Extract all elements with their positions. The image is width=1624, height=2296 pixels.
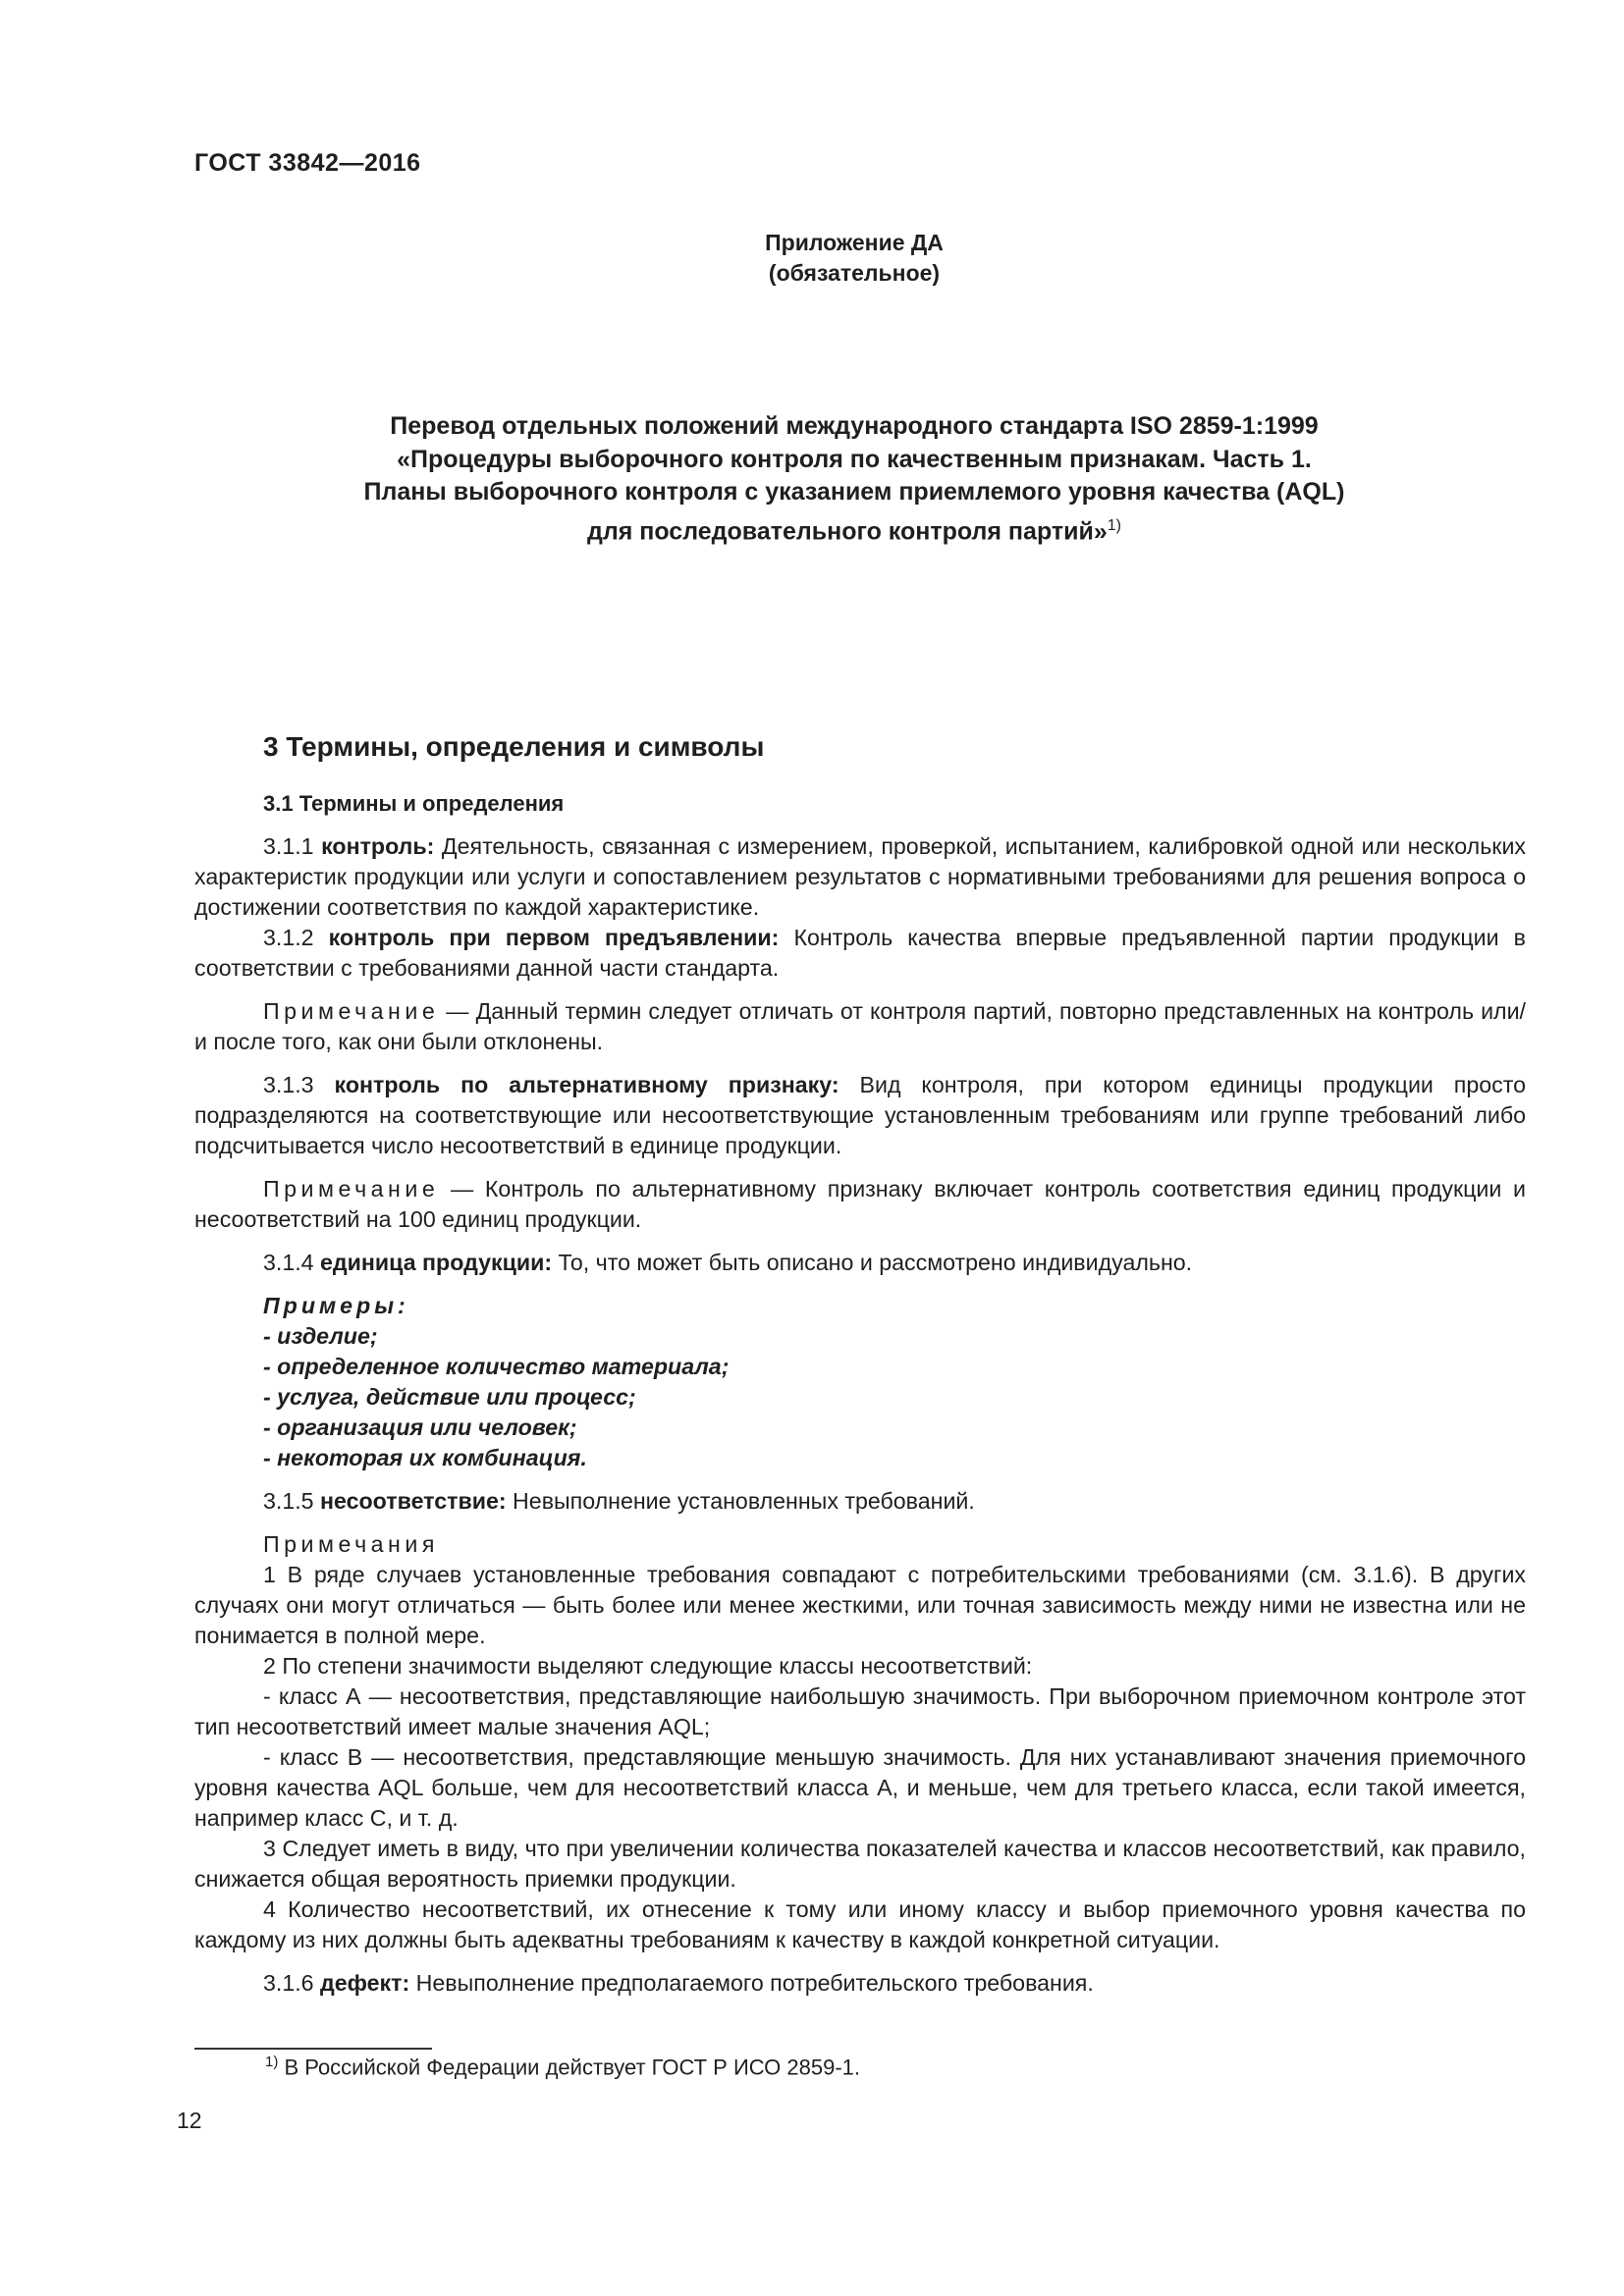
note-3-1-2 [194,996,1526,1057]
term-3-1-1 [194,831,1526,923]
term-3-1-3 [194,1070,1526,1161]
title-line: Планы выборочного контроля с указанием приемлемого уровня качества (AQL) [363,478,1345,506]
note-4: 4 Количество несоответствий, их отнесение к тому или иному классу и выбор приемочного уровня качества по каждому из них должны быть адекватны требованиям к качеству в каждой конкретной ситуации. [194,1896,1526,1952]
list-item: - услуга, действие или процесс; [263,1384,636,1410]
note-2: 2 По степени значимости выделяют следующие классы несоответствий: [263,1653,1033,1679]
term-name: контроль: [321,833,435,859]
term-3-1-5 [194,1486,1526,1517]
term-number: 3.1.2 [263,925,314,950]
term-3-1-6 [194,1968,1526,1999]
note-text: — Данный термин следует отличать от контроля партий, повторно представленных на контроль или/и после того, как они были отклонены. [194,998,1526,1054]
note-text: — Контроль по альтернативному признаку включает контроль соответствия единиц продукции и несоответствий на 100 единиц продукции. [194,1176,1526,1232]
examples-list [194,1291,1526,1473]
list-item: - определенное количество материала; [263,1354,730,1379]
term-definition: Деятельность, связанная с измерением, проверкой, испытанием, калибровкой одной или нескольких характеристик продукции или услуги и сопоставлением результатов с нормативными требованиями для решения вопроса о достижении соответствия по каждой характеристике. [194,833,1526,920]
term-number: 3.1.1 [263,833,314,859]
note-3: 3 Следует иметь в виду, что при увеличении количества показателей качества и классов несоответствий, как правило, снижается общая вероятность приемки продукции. [194,1836,1526,1892]
title-line: Перевод отдельных положений международного стандарта ISO 2859-1:1999 [390,412,1319,440]
note-label: Примечания [263,1531,439,1557]
title-line-text: для последовательного контроля партий» [586,516,1108,545]
title-line: «Процедуры выборочного контроля по качественным признакам. Часть 1. [397,445,1312,473]
term-name: несоответствие: [320,1488,507,1514]
note-3-1-3 [194,1174,1526,1235]
footnote-divider [194,2048,432,2050]
list-item: - изделие; [263,1323,378,1349]
term-3-1-2 [194,923,1526,984]
notes-label [194,1529,1526,1560]
term-name: единица продукции: [320,1250,553,1275]
document-title [245,410,1463,548]
term-definition: Контроль качества впервые предъявленной партии продукции в соответствии с требованиями данной части стандарта. [194,925,1526,981]
annex-title: Приложение ДА [765,230,944,255]
term-name: контроль по альтернативному признаку: [334,1072,839,1097]
footnote [265,2054,860,2080]
page-number: 12 [177,2108,202,2133]
term-number: 3.1.3 [263,1072,314,1097]
term-definition: То, что может быть описано и рассмотрено индивидуально. [552,1250,1193,1275]
term-definition: Вид контроля, при котором единицы продукции просто подразделяются на соответствующие или несоответствующие установленным требованиям или группе требований либо подсчитывается число несоответствий в единице продукции. [194,1072,1527,1158]
note-1: 1 В ряде случаев установленные требования совпадают с потребительскими требованиями (см. 3.1.6). В других случаях они могут отличаться — быть более или менее жесткими, или точная зависимость между ними не известна или не понимается в полной мере. [194,1562,1526,1648]
list-item: - некоторая их комбинация. [263,1445,587,1470]
term-number: 3.1.5 [263,1488,314,1514]
note-label: Примечание [263,998,440,1024]
term-number: 3.1.6 [263,1970,314,1996]
subsection-heading: 3.1 Термины и определения [263,791,565,816]
footnote-reference: 1) [1107,516,1122,534]
footnote-text: В Российской Федерации действует ГОСТ Р ИСО 2859-1. [278,2055,861,2080]
annex-kind: (обязательное) [768,260,941,286]
terms-body [194,831,1526,1999]
title-line [245,509,1463,549]
term-3-1-4 [194,1248,1526,1278]
list-item: - организация или человек; [263,1415,577,1440]
term-name: дефект: [320,1970,410,1996]
section-heading: 3 Термины, определения и символы [263,731,765,762]
term-number: 3.1.4 [263,1250,314,1275]
examples-label: Примеры: [263,1293,409,1318]
note-2-class-b: - класс В — несоответствия, представляющие меньшую значимость. Для них устанавливают значения приемочного уровня качества AQL больше, чем для несоответствий класса А, и меньше, чем для третьего класса, если такой имеется, например класс С, и т. д. [194,1744,1526,1831]
note-2-class-a: - класс А — несоответствия, представляющие наибольшую значимость. При выборочном приемочном контроле этот тип несоответствий имеет малые значения AQL; [194,1683,1526,1739]
footnote-mark: 1) [265,2054,279,2070]
note-label: Примечание [263,1176,440,1201]
term-definition: Невыполнение предполагаемого потребительского требования. [409,1970,1094,1996]
term-definition: Невыполнение установленных требований. [506,1488,975,1514]
term-name: контроль при первом предъявлении: [328,925,780,950]
standard-code: ГОСТ 33842—2016 [194,149,421,177]
